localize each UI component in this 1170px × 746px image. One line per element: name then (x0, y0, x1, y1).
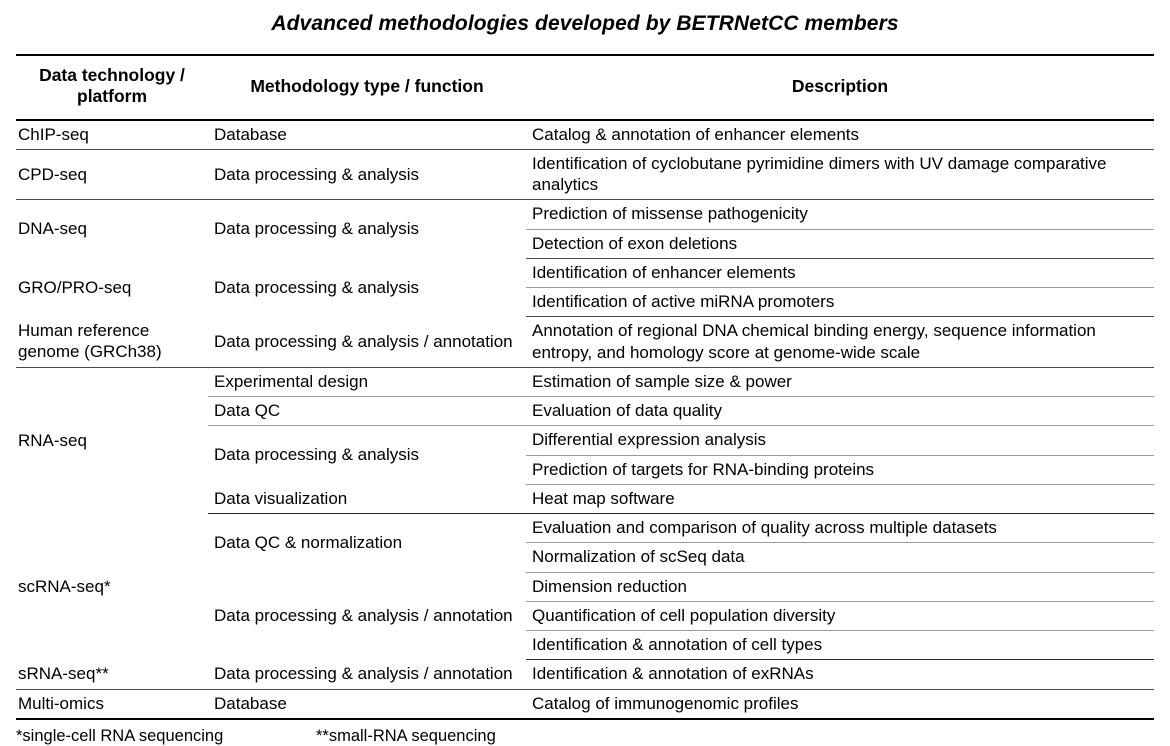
cell-methodology: Data QC & normalization (214, 533, 403, 553)
cell-platform: GRO/PRO-seq (18, 277, 132, 297)
cell-methodology: Data processing & analysis (214, 219, 420, 239)
cell-methodology: Data processing & analysis / annotation (208, 660, 526, 689)
cell-methodology: Data QC (208, 397, 526, 426)
table-row (16, 120, 1154, 150)
cell-description: Prediction of targets for RNA-binding proteins (526, 455, 1154, 484)
footnotes (16, 727, 1154, 746)
cell-description: Identification of cyclobutane pyrimidine dimers with UV damage comparative analytics (526, 149, 1154, 200)
cell-description: Prediction of missense pathogenicity (526, 200, 1154, 229)
table-row (16, 367, 1154, 396)
footnote-small-rna: **small-RNA sequencing (316, 726, 496, 745)
cell-description: Evaluation of data quality (526, 397, 1154, 426)
cell-description: Catalog of immunogenomic profiles (526, 689, 1154, 719)
cell-description: Annotation of regional DNA chemical binding energy, sequence information entropy, and homology score at genome-wide scale (526, 317, 1154, 368)
cell-description: Heat map software (526, 484, 1154, 513)
table-header (16, 55, 1154, 120)
cell-description: Normalization of scSeq data (526, 543, 1154, 572)
footnote-single-cell: *single-cell RNA sequencing (16, 726, 224, 745)
table-row (16, 149, 1154, 200)
cell-platform: RNA-seq (18, 430, 87, 450)
cell-methodology: Data processing & analysis (214, 277, 420, 297)
cell-description: Dimension reduction (526, 572, 1154, 601)
cell-description: Identification of active miRNA promoters (526, 288, 1154, 317)
cell-methodology: Data visualization (208, 484, 526, 513)
cell-platform: sRNA-seq** (16, 660, 208, 689)
cell-methodology: Data processing & analysis / annotation (208, 317, 526, 368)
table-body (16, 120, 1154, 719)
table-row (16, 514, 1154, 543)
cell-methodology: Data processing & analysis / annotation (214, 605, 513, 625)
table-row (16, 200, 1154, 229)
table-row (16, 660, 1154, 689)
table-header-row (16, 55, 1154, 120)
cell-platform: CPD-seq (16, 149, 208, 200)
cell-methodology: Database (208, 689, 526, 719)
column-header-methodology: Methodology type / function (208, 55, 526, 120)
cell-platform: ChIP-seq (16, 120, 208, 150)
cell-description: Identification & annotation of cell types (526, 631, 1154, 660)
cell-description: Identification & annotation of exRNAs (526, 660, 1154, 689)
cell-description: Evaluation and comparison of quality across multiple datasets (526, 514, 1154, 543)
cell-methodology: Database (208, 120, 526, 150)
cell-description: Identification of enhancer elements (526, 258, 1154, 287)
cell-platform: DNA-seq (18, 219, 87, 239)
methodologies-table (16, 54, 1154, 720)
column-header-description: Description (526, 55, 1154, 120)
cell-platform: Multi-omics (16, 689, 208, 719)
cell-description: Detection of exon deletions (526, 229, 1154, 258)
cell-description: Quantification of cell population diversity (526, 601, 1154, 630)
cell-description: Estimation of sample size & power (526, 367, 1154, 396)
page-title: Advanced methodologies developed by BETRNetCC members (271, 12, 899, 35)
cell-description: Differential expression analysis (526, 426, 1154, 455)
column-header-platform: Data technology / platform (16, 55, 208, 120)
cell-methodology: Data processing & analysis (208, 149, 526, 200)
table-row (16, 258, 1154, 287)
cell-methodology: Data processing & analysis (214, 445, 420, 465)
table-row (16, 689, 1154, 719)
cell-description: Catalog & annotation of enhancer elements (526, 120, 1154, 150)
cell-platform: Human reference genome (GRCh38) (16, 317, 208, 368)
table-row (16, 317, 1154, 368)
cell-platform: scRNA-seq* (18, 576, 111, 596)
cell-methodology: Experimental design (208, 367, 526, 396)
